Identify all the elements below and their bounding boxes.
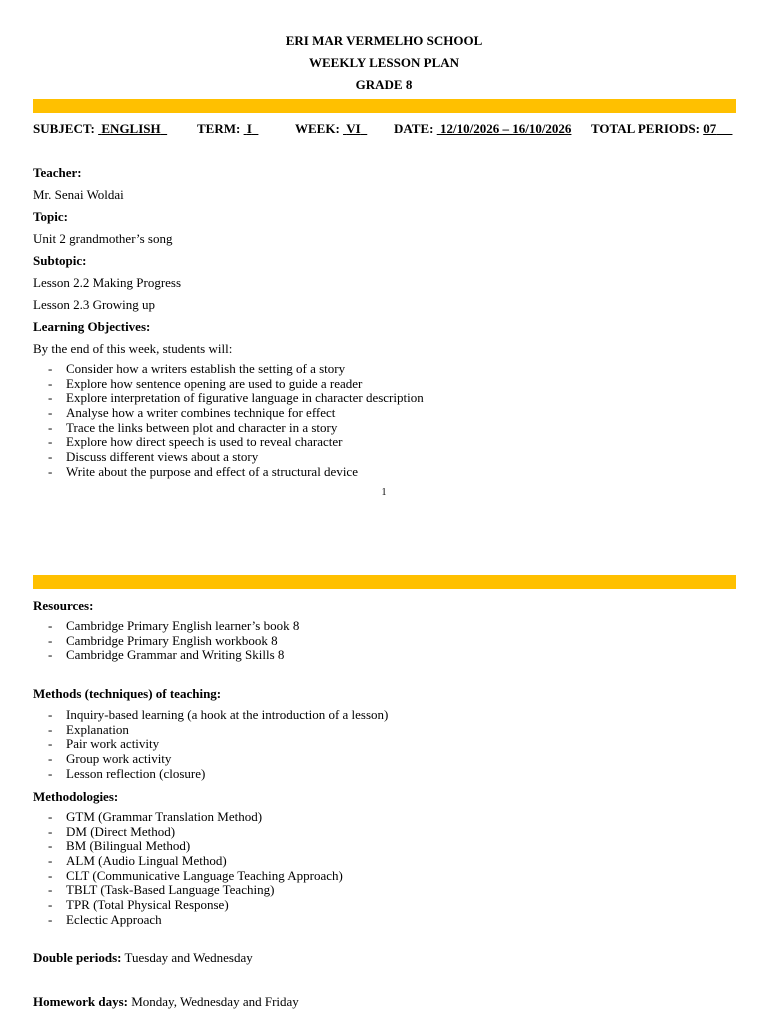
week-value: VI xyxy=(346,121,361,136)
objectives-label: Learning Objectives: xyxy=(33,319,151,334)
teacher-label: Teacher: xyxy=(33,165,82,180)
grade-heading: GRADE 8 xyxy=(355,77,413,92)
homework-days-line xyxy=(33,994,299,1010)
methodologies-label: Methodologies: xyxy=(33,789,119,804)
list-item: - TPR (Total Physical Response) xyxy=(33,898,343,913)
list-item: - Cambridge Grammar and Writing Skills 8 xyxy=(33,648,299,663)
list-item: - Cambridge Primary English learner’s book 8 xyxy=(33,619,299,634)
list-item: - Inquiry-based learning (a hook at the introduction of a lesson) xyxy=(33,708,388,723)
list-item: - Explanation xyxy=(33,723,388,738)
double-periods-line xyxy=(33,950,253,966)
list-item: - Pair work activity xyxy=(33,737,388,752)
week-label: WEEK: xyxy=(295,121,340,136)
list-item: - Consider how a writers establish the setting of a story xyxy=(33,362,424,377)
week-field xyxy=(295,121,367,137)
list-item: - Eclectic Approach xyxy=(33,913,343,928)
total-periods-value: 07 xyxy=(703,121,717,136)
accent-bar-top xyxy=(33,99,736,113)
document-title: WEEKLY LESSON PLAN xyxy=(308,55,460,70)
teacher-name: Mr. Senai Woldai xyxy=(33,187,124,202)
list-item: - Write about the purpose and effect of a structural device xyxy=(33,465,424,480)
methods-label: Methods (techniques) of teaching: xyxy=(33,686,222,701)
list-item: - Lesson reflection (closure) xyxy=(33,767,388,782)
list-item: - BM (Bilingual Method) xyxy=(33,839,343,854)
resources-list xyxy=(33,619,299,663)
school-name: ERI MAR VERMELHO SCHOOL xyxy=(285,33,483,48)
list-item: - Explore how sentence opening are used to guide a reader xyxy=(33,377,424,392)
topic-label: Topic: xyxy=(33,209,68,224)
list-item: - Explore how direct speech is used to reveal character xyxy=(33,435,424,450)
total-periods-label: TOTAL PERIODS: xyxy=(591,121,700,136)
list-item: - Analyse how a writer combines technique for effect xyxy=(33,406,424,421)
topic-value: Unit 2 grandmother’s song xyxy=(33,231,173,246)
list-item: - ALM (Audio Lingual Method) xyxy=(33,854,343,869)
list-item: - Group work activity xyxy=(33,752,388,767)
term-label: TERM: xyxy=(197,121,241,136)
subject-value: ENGLISH xyxy=(101,121,161,136)
date-label: DATE: xyxy=(394,121,434,136)
list-item: - Discuss different views about a story xyxy=(33,450,424,465)
term-field xyxy=(197,121,258,137)
list-item: - CLT (Communicative Language Teaching Approach) xyxy=(33,869,343,884)
list-item: - GTM (Grammar Translation Method) xyxy=(33,810,343,825)
double-periods-label: Double periods: xyxy=(33,950,122,965)
accent-bar-second xyxy=(33,575,736,589)
date-value: 12/10/2026 – 16/10/2026 xyxy=(439,121,572,136)
homework-days-label: Homework days: xyxy=(33,994,128,1009)
term-value: I xyxy=(246,121,252,136)
list-item: - DM (Direct Method) xyxy=(33,825,343,840)
double-periods-value: Tuesday and Wednesday xyxy=(124,950,253,965)
list-item: - Trace the links between plot and character in a story xyxy=(33,421,424,436)
list-item: - Cambridge Primary English workbook 8 xyxy=(33,634,299,649)
subtopic-value: Lesson 2.2 Making Progress xyxy=(33,275,182,290)
homework-days-value: Monday, Wednesday and Friday xyxy=(131,994,299,1009)
methods-list xyxy=(33,708,388,781)
methodologies-list xyxy=(33,810,343,928)
subject-field xyxy=(33,121,167,137)
objectives-list xyxy=(33,362,424,480)
page-number: 1 xyxy=(381,487,387,498)
objectives-intro: By the end of this week, students will: xyxy=(33,341,233,356)
resources-label: Resources: xyxy=(33,598,94,613)
subtopic-value: Lesson 2.3 Growing up xyxy=(33,297,156,312)
subject-label: SUBJECT: xyxy=(33,121,95,136)
subtopic-label: Subtopic: xyxy=(33,253,87,268)
list-item: - Explore interpretation of figurative language in character description xyxy=(33,391,424,406)
list-item: - TBLT (Task-Based Language Teaching) xyxy=(33,883,343,898)
date-field xyxy=(394,121,571,137)
total-periods-field xyxy=(591,121,732,137)
